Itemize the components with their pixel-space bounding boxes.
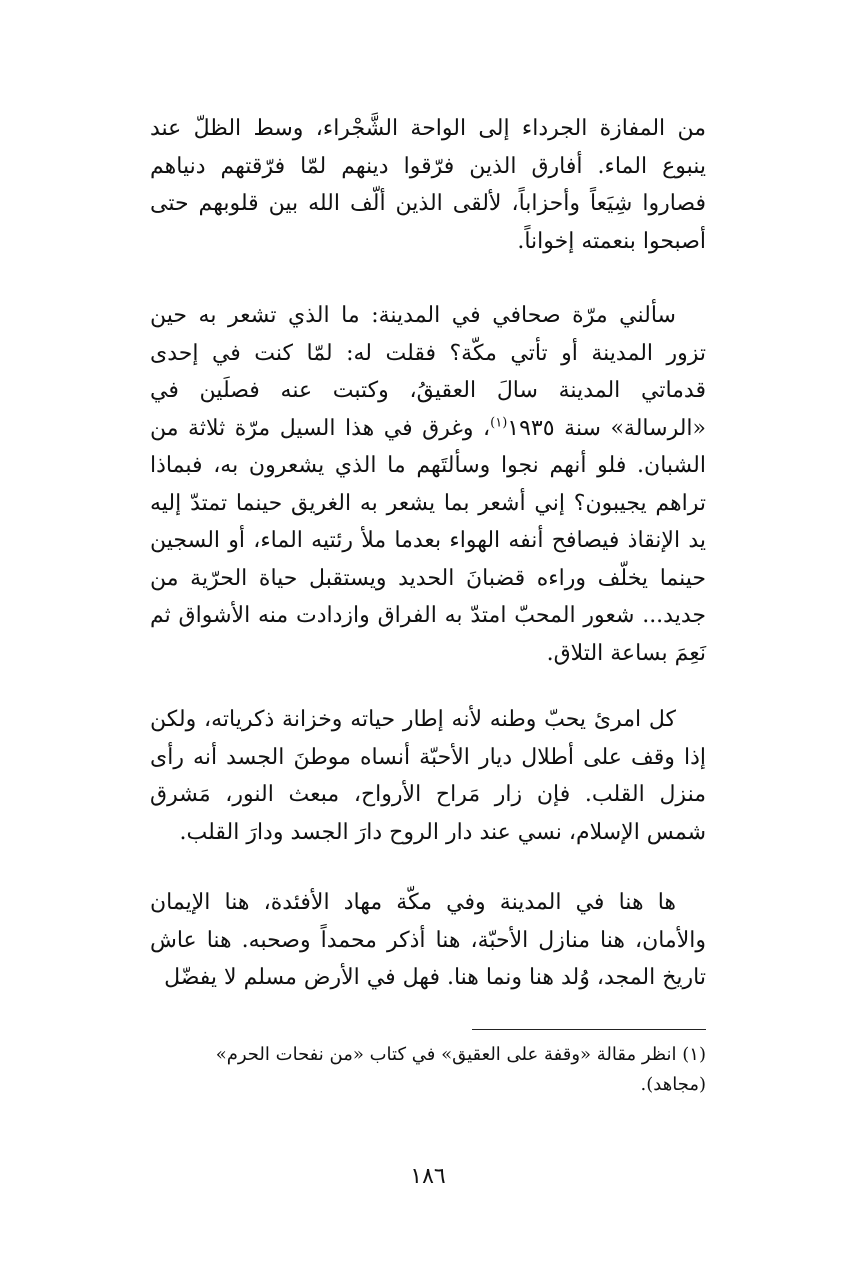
paragraph-2-text-after-ref: ، وغرق في هذا السيل مرّة ثلاثة من الشبان. فلو أنهم نجوا وسألتَهم ما الذي يشعرون به، فبماذا تراهم يجيبون؟ إني أشعر بما يشعر به الغريق حينما تمتدّ إليه يد الإنقاذ فيصافح أنفه الهواء بعدما ملأ رئتيه الماء، أو السجين حينما يخلّف وراءه قضبانَ الحديد ويستقبل حياة الحرّية من جديد... شعور المحبّ امتدّ به الفراق وازدادت منه الأشواق ثم نَعِمَ بساعة التلاق.	[150, 415, 706, 666]
paragraph-2-text	[150, 297, 706, 672]
page-number: ١٨٦	[410, 1164, 446, 1189]
paragraph-3	[150, 701, 706, 851]
paragraph-3-text: كل امرئ يحبّ وطنه لأنه إطار حياته وخزانة ذكرياته، ولكن إذا وقف على أطلال ديار الأحبّة أنساه موطنَ الجسد أنه رأى منزل القلب. فإن زار مَراح الأرواح، مبعث النور، مَشرق شمس الإسلام، نسي عند دار الروح دارَ الجسد ودارَ القلب.	[150, 707, 706, 845]
paragraph-1-text: من المفازة الجرداء إلى الواحة الشَّجْراء، وسط الظلّ عند ينبوع الماء. أفارق الذين فرّقوا دينهم لمّا فرّقتهم دنياهم فصاروا شِيَعاً وأحزاباً، لألقى الذين ألّف الله بين قلوبهم حتى أصبحوا بنعمته إخواناً.	[150, 116, 706, 254]
footnote-text: (١) انظر مقالة «وقفة على العقيق» في كتاب «من نفحات الحرم» (مجاهد).	[215, 1044, 706, 1095]
paragraph-4-text: ها هنا في المدينة وفي مكّة مهاد الأفئدة، هنا الإيمان والأمان، هنا منازل الأحبّة، هنا أذكر محمداً وصحبه. هنا عاش تاريخ المجد، وُلد هنا ونما هنا. فهل في الأرض مسلم لا يفضّل	[150, 890, 706, 990]
paragraph-4	[150, 884, 706, 997]
paragraph-2-text-before-ref: سألني مرّة صحافي في المدينة: ما الذي تشعر به حين تزور المدينة أو تأتي مكّة؟ فقلت له: لمّا كنت في إحدى قدماتي المدينة سالَ العقيقُ، وكتبت عنه فصلَين في «الرسالة» سنة ١٩٣٥	[150, 303, 706, 441]
footnote-reference-marker[interactable]: (١)	[490, 415, 508, 431]
paragraph-2	[150, 297, 706, 672]
footnote-divider	[472, 1029, 706, 1030]
footnote	[150, 1040, 706, 1100]
paragraph-1	[150, 110, 706, 260]
